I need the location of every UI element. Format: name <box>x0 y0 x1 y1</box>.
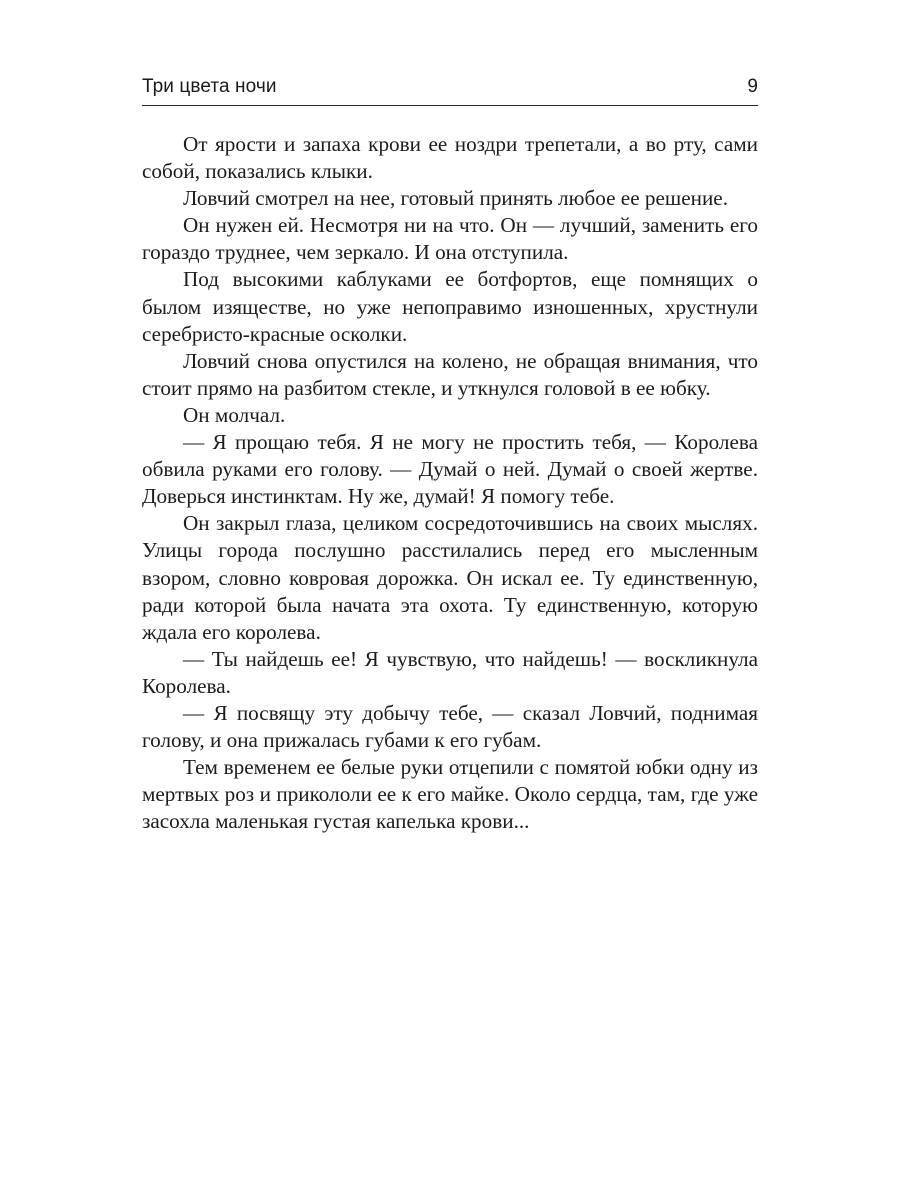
paragraph: Он закрыл глаза, целиком сосредоточившись на своих мыслях. Улицы города послушно расстилались перед его мысленным взором, словно ковровая дорожка. Он искал ее. Ту единственную, ради которой была начата эта охота. Ту единственную, которую ждала его королева. <box>142 511 758 644</box>
paragraph: Ловчий снова опустился на колено, не обращая внимания, что стоит прямо на разбитом стекле, и уткнулся головой в ее юбку. <box>142 348 758 400</box>
header-rule <box>142 105 758 106</box>
body-text <box>142 131 758 835</box>
paragraph: Ловчий смотрел на нее, готовый принять любое ее решение. <box>183 186 728 211</box>
page-number: 9 <box>747 76 758 97</box>
paragraph: Он молчал. <box>183 402 286 427</box>
book-title: Три цвета ночи <box>142 76 277 97</box>
paragraph: — Ты найдешь ее! Я чувствую, что найдешь! — воскликнула Королева. <box>142 646 758 698</box>
paragraph: Тем временем ее белые руки отцепили с помятой юбки одну из мертвых роз и прикололи ее к его майке. Около сердца, там, где уже засохла маленькая густая капелька крови... <box>142 755 758 834</box>
paragraph: — Я посвящу эту добычу тебе, — сказал Ловчий, поднимая голову, и она прижалась губами к его губам. <box>142 700 758 753</box>
paragraph: Он нужен ей. Несмотря ни на что. Он — лучший, заменить его гораздо труднее, чем зеркало. И она отступила. <box>142 213 758 265</box>
running-head <box>142 74 758 104</box>
paragraph: Под высокими каблуками ее ботфортов, еще помнящих о былом изяществе, но уже непоправимо изношенных, хрустнули серебристо-красные осколки. <box>142 267 758 346</box>
paragraph: — Я прощаю тебя. Я не могу не простить тебя, — Королева обвила руками его голову. — Думай о ней. Думай о своей жертве. Доверься инстинктам. Ну же, думай! Я помогу тебе. <box>142 430 758 509</box>
paragraph: От ярости и запаха крови ее ноздри трепетали, а во рту, сами собой, показались клыки. <box>142 132 758 184</box>
